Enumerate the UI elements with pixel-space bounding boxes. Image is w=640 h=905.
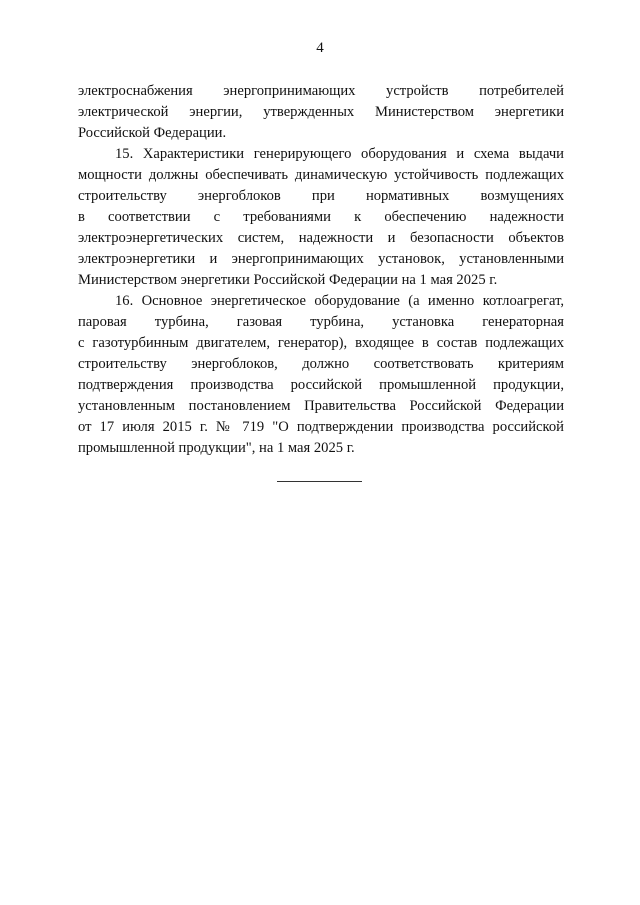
text-line: промышленной продукции", на 1 мая 2025 г. [78,440,355,456]
text-line: электроснабжения энергопринимающих устройств потребителей [78,83,564,99]
text-line: строительству энергоблоков, должно соответствовать критериям [78,356,564,372]
text-line: электроэнергетики и энергопринимающих установок, установленными [78,251,564,267]
page-number: 4 [316,40,324,56]
text-line: электрической энергии, утвержденных Министерством энергетики [78,104,564,120]
paragraph-15-first-line: 15. Характеристики генерирующего оборудования и схема выдачи [115,146,564,162]
text-line: Министерством энергетики Российской Федерации на 1 мая 2025 г. [78,272,498,288]
text-line: паровая турбина, газовая турбина, установка генераторная [78,314,564,330]
end-separator-line [277,481,362,482]
text-line: подтверждения производства российской промышленной продукции, [78,377,564,393]
text-line: от 17 июля 2015 г. № 719 "О подтверждении производства российской [78,419,564,435]
text-line: строительству энергоблоков при нормативных возмущениях [78,188,564,204]
paragraph-16-first-line: 16. Основное энергетическое оборудование (а именно котлоагрегат, [115,293,564,309]
text-line: установленным постановлением Правительства Российской Федерации [78,398,564,414]
text-line: электроэнергетических систем, надежности и безопасности объектов [78,230,564,246]
text-line: в соответствии с требованиями к обеспечению надежности [78,209,564,225]
text-line: Российской Федерации. [78,125,227,141]
text-line: с газотурбинным двигателем, генератор), входящее в состав подлежащих [78,335,564,351]
text-line: мощности должны обеспечивать динамическую устойчивость подлежащих [78,167,564,183]
